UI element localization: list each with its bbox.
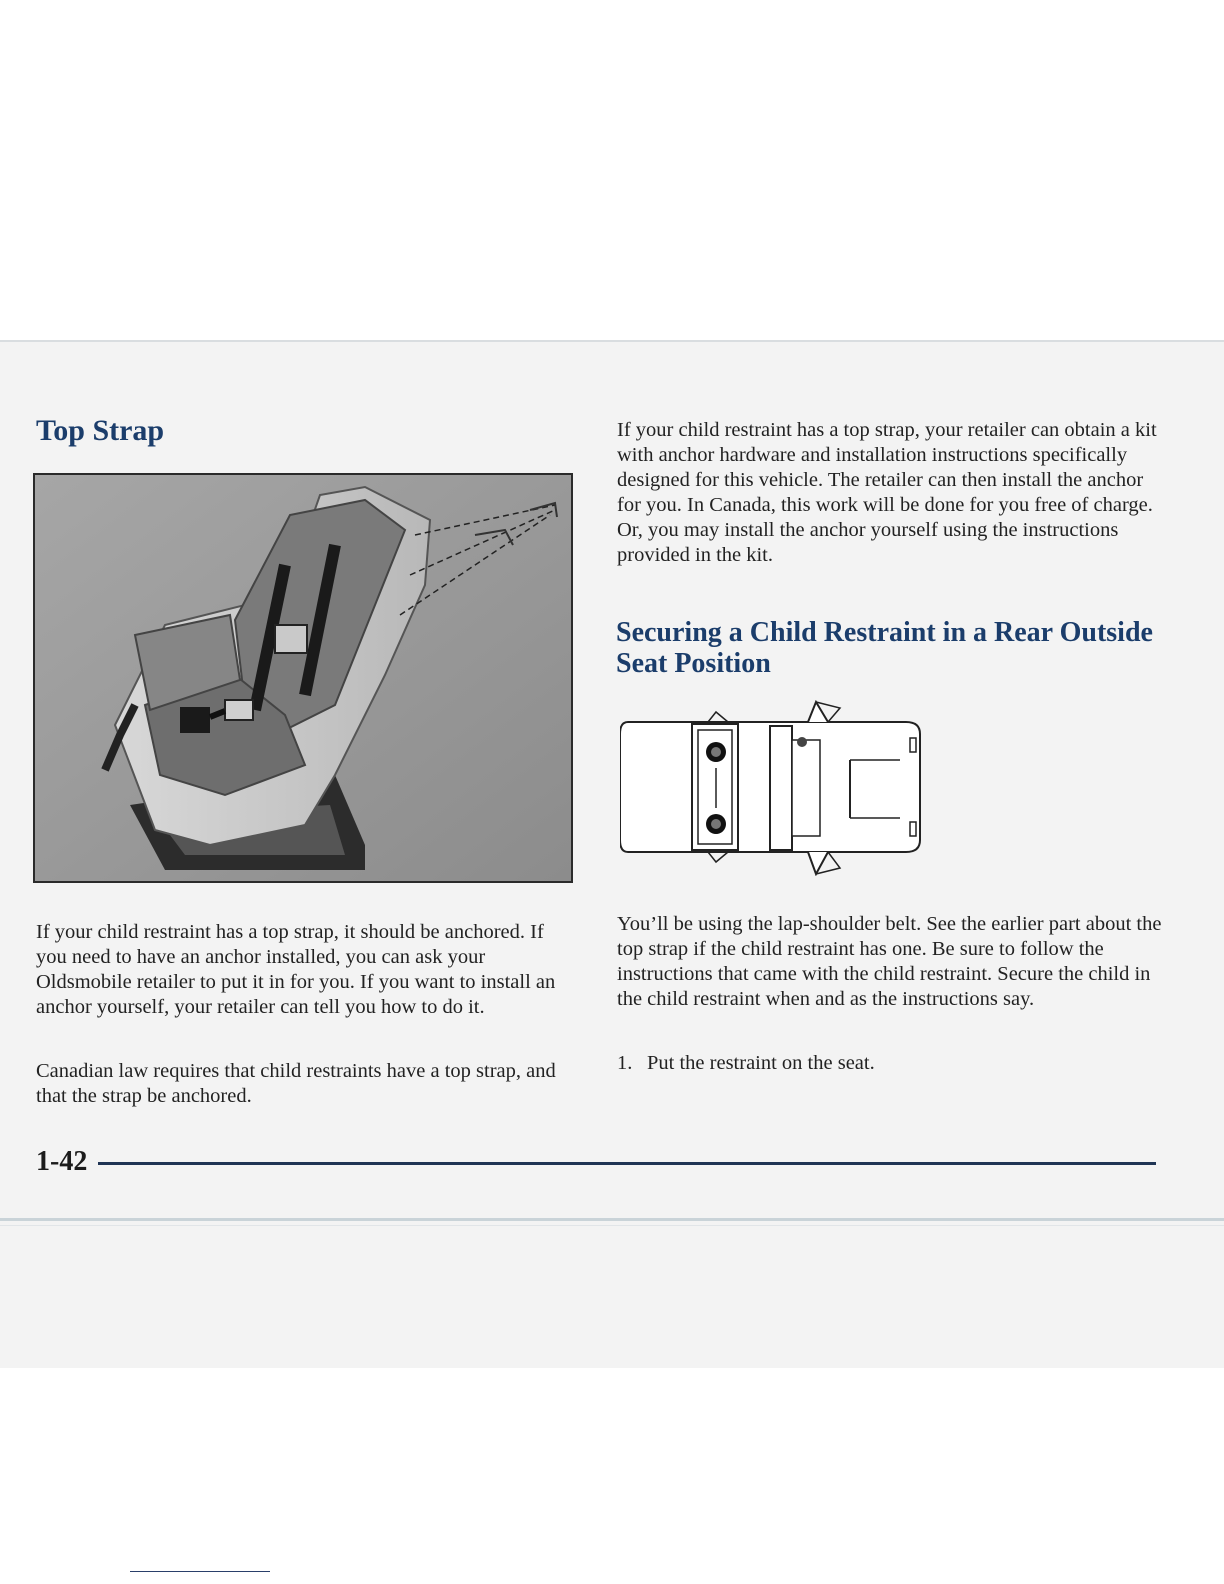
child-seat-drawing bbox=[35, 475, 571, 881]
top-divider bbox=[0, 340, 1224, 342]
corner-rule bbox=[130, 1571, 270, 1572]
footer-rule bbox=[98, 1162, 1156, 1165]
top-strap-paragraph-2: Canadian law requires that child restraints have a top strap, and that the strap be anchored. bbox=[36, 1060, 556, 1107]
securing-restraint-heading: Securing a Child Restraint in a Rear Outside Seat Position bbox=[616, 617, 1153, 679]
step-list-item bbox=[617, 1051, 1157, 1076]
retailer-kit-paragraph: If your child restraint has a top strap, your retailer can obtain a kit with anchor hardware and installation instructions specifically designed for this vehicle. The retailer can then install the anchor for you. In Canada, this work will be done for you free of charge. Or, you may install the anchor yourself using the instructions provided in the kit. bbox=[617, 419, 1157, 566]
bottom-divider bbox=[0, 1218, 1224, 1221]
step-text: Put the restraint on the seat. bbox=[647, 1052, 875, 1074]
top-strap-paragraph-1: If your child restraint has a top strap, it should be anchored. If you need to have an anchor installed, you can ask your Oldsmobile retailer to put it in for you. If you want to install an anchor yourself, your retailer can tell you how to do it. bbox=[36, 921, 556, 1018]
top-strap-heading: Top Strap bbox=[36, 414, 165, 447]
child-seat-illustration bbox=[33, 473, 573, 883]
page-number: 1-42 bbox=[36, 1146, 88, 1177]
car-top-view-drawing bbox=[620, 700, 936, 876]
bottom-divider-thin bbox=[0, 1225, 1224, 1226]
step-number: 1. bbox=[617, 1052, 633, 1074]
vehicle-seat-diagram bbox=[620, 700, 936, 876]
lap-shoulder-belt-paragraph: You’ll be using the lap-shoulder belt. See the earlier part about the top strap if the child restraint has one. Be sure to follow the instructions that came with the child restraint. Secure the child in the child restraint when and as the instructions say. bbox=[617, 913, 1162, 1010]
